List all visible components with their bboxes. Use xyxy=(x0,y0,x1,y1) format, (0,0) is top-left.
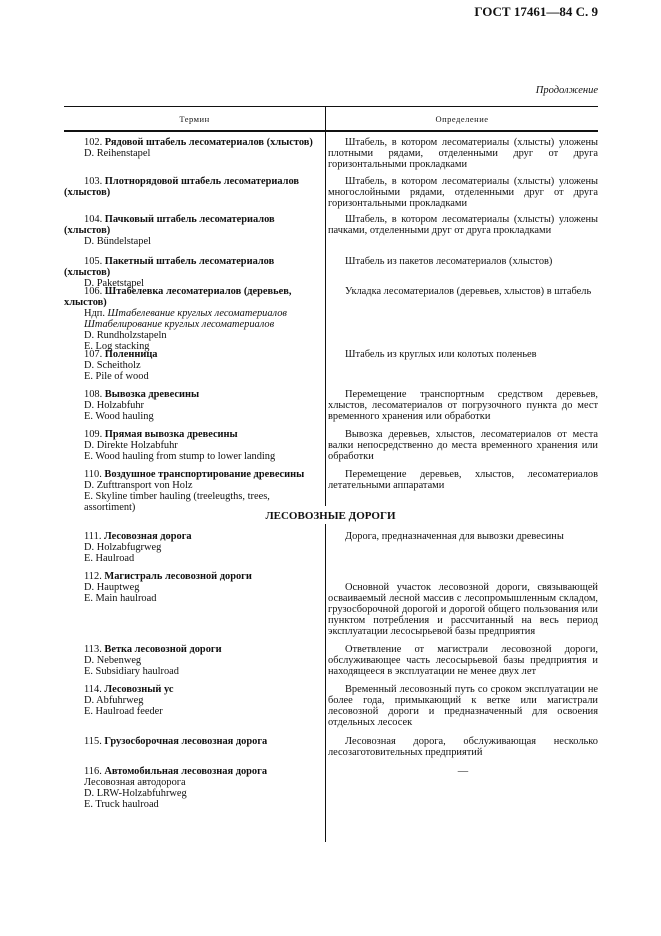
column-divider-lower xyxy=(325,524,326,842)
foreign-equivalent: D. LRW-Holzabfuhrweg xyxy=(84,788,187,799)
foreign-equivalent: D. Holzabfugrweg xyxy=(84,542,162,553)
term-name: Вывозка древесины xyxy=(104,389,200,400)
term-heading xyxy=(64,429,322,440)
foreign-equivalent: E. Haulroad xyxy=(84,553,135,564)
foreign-equivalent: D. Direkte Holzabfuhr xyxy=(84,440,178,451)
foreign-equivalent: E. Subsidiary haulroad xyxy=(84,666,179,677)
foreign-equivalent: E. Pile of wood xyxy=(84,371,149,382)
term-cell xyxy=(64,736,322,747)
continuation-label: Продолжение xyxy=(535,85,598,96)
term-number: 103. xyxy=(84,176,105,187)
definition-cell: Дорога, предназначенная для вывозки древесины xyxy=(345,531,564,542)
term-heading xyxy=(64,176,322,198)
term-cell xyxy=(64,176,322,198)
term-name: Пакетный штабель лесоматериалов (хлыстов) xyxy=(64,256,275,278)
definition-cell: Штабель, в котором лесоматериалы (хлысты) уложены плотными рядами, отделенными друг от друга горизонтальными прокладками xyxy=(328,137,598,170)
definition-cell: Штабель из круглых или колотых поленьев xyxy=(345,349,537,360)
term-cell xyxy=(64,214,322,247)
foreign-equivalent: E. Main haulroad xyxy=(84,593,157,604)
definition-cell: Вывозка деревьев, хлыстов, лесоматериалов от места валки непосредственно до места временного хранения или обработки xyxy=(328,429,598,462)
term-number: 110. xyxy=(84,469,105,480)
term-number: 108. xyxy=(84,389,105,400)
ndp-term: Штабелирование круглых лесоматериалов xyxy=(84,319,275,330)
term-heading xyxy=(64,766,322,777)
term-number: 112. xyxy=(84,571,105,582)
term-name: Автомобильная лесовозная дорога xyxy=(104,766,268,777)
document-reference: ГОСТ 17461—84 С. 9 xyxy=(474,4,598,19)
foreign-equivalent: E. Wood hauling from stump to lower landing xyxy=(84,451,276,462)
definition-cell: Временный лесовозный путь со сроком эксплуатации не более года, примыкающий к ветке или магистрали лесовозной дороги и предназначенный для освоения отдельных лесосек xyxy=(328,684,598,728)
foreign-equivalent: D. Bündelstapel xyxy=(84,236,151,247)
foreign-equivalent: D. Rundholzstapeln xyxy=(84,330,167,341)
term-name: Плотнорядовой штабель лесоматериалов (хлыстов) xyxy=(64,176,299,198)
term-heading xyxy=(64,256,322,278)
ndp-label: Ндп. xyxy=(84,308,108,319)
term-number: 114. xyxy=(84,684,105,695)
table-header-rule xyxy=(64,130,598,132)
foreign-equivalent: E. Log stacking xyxy=(84,341,150,352)
definition-cell: — xyxy=(457,766,469,777)
term-number: 109. xyxy=(84,429,105,440)
term-name: Прямая вывозка древесины xyxy=(104,429,238,440)
term-number: 102. xyxy=(84,137,105,148)
column-header-definition: Определение xyxy=(435,114,489,124)
term-number: 116. xyxy=(84,766,105,777)
term-heading xyxy=(64,214,322,236)
term-cell xyxy=(64,531,322,564)
foreign-equivalent: D. Scheitholz xyxy=(84,360,141,371)
foreign-equivalent: D. Paketstapel xyxy=(84,278,145,289)
term-heading xyxy=(64,736,322,747)
term-cell xyxy=(64,469,322,513)
term-heading xyxy=(64,286,322,308)
term-heading xyxy=(64,531,322,542)
foreign-equivalent: E. Haulroad feeder xyxy=(84,706,163,717)
term-cell xyxy=(64,286,322,352)
term-heading xyxy=(64,571,322,582)
foreign-equivalent: D. Holzabfuhr xyxy=(84,400,145,411)
term-cell xyxy=(64,137,322,159)
term-cell xyxy=(64,684,322,717)
term-cell xyxy=(64,389,322,422)
table-top-rule xyxy=(64,106,598,107)
foreign-equivalent: D. Abfuhrweg xyxy=(84,695,144,706)
term-name: Лесовозная дорога xyxy=(104,531,192,542)
term-name: Пачковый штабель лесоматериалов (хлыстов) xyxy=(64,214,275,236)
definition-cell: Штабель из пакетов лесоматериалов (хлыстов) xyxy=(345,256,553,267)
foreign-equivalent: D. Reihenstapel xyxy=(84,148,151,159)
term-heading xyxy=(64,137,322,148)
synonym-term: Лесовозная автодорога xyxy=(84,777,186,788)
definition-cell: Штабель, в котором лесоматериалы (хлысты) уложены пачками, отделенными друг от друга прокладками xyxy=(328,214,598,236)
definition-cell: Штабель, в котором лесоматериалы (хлысты) уложены многослойными рядами, отделенными друг от друга горизонтальными прокладками xyxy=(328,176,598,209)
definition-cell: Укладка лесоматериалов (деревьев, хлыстов) в штабель xyxy=(345,286,592,297)
foreign-equivalent: E. Truck haulroad xyxy=(84,799,159,810)
term-cell xyxy=(64,766,322,810)
foreign-equivalent: D. Hauptweg xyxy=(84,582,140,593)
term-heading xyxy=(64,469,322,480)
foreign-equivalent: E. Wood hauling xyxy=(84,411,154,422)
term-name: Магистраль лесовозной дороги xyxy=(104,571,252,582)
definition-cell: Лесовозная дорога, обслуживающая несколько лесозаготовительных предприятий xyxy=(328,736,598,758)
definition-cell: Перемещение транспортным средством деревьев, хлыстов, лесоматериалов от погрузочного пункта до мест временного хранения или обработки xyxy=(328,389,598,422)
term-number: 104. xyxy=(84,214,105,225)
column-header-term: Термин xyxy=(179,114,210,124)
term-number: 107. xyxy=(84,349,105,360)
definition-cell: Ответвление от магистрали лесовозной дороги, обслуживающее часть лесосырьевой базы предприятия и находящееся в эксплуатации не менее двух лет xyxy=(328,644,598,677)
term-cell xyxy=(64,429,322,462)
column-divider-upper xyxy=(325,106,326,506)
term-cell xyxy=(64,349,322,382)
term-heading xyxy=(64,349,322,360)
term-number: 106. xyxy=(84,286,105,297)
term-name: Поленница xyxy=(104,349,158,360)
definition-cell: Перемещение деревьев, хлыстов, лесоматериалов летательными аппаратами xyxy=(328,469,598,491)
term-number: 115. xyxy=(84,736,105,747)
term-number: 105. xyxy=(84,256,105,267)
term-heading xyxy=(64,389,322,400)
foreign-equivalent: D. Nebenweg xyxy=(84,655,142,666)
term-cell xyxy=(64,644,322,677)
foreign-equivalent: E. Skyline timber hauling (treeleugths, trees, assortiment) xyxy=(84,491,270,513)
term-number: 111. xyxy=(84,531,105,542)
section-title: ЛЕСОВОЗНЫЕ ДОРОГИ xyxy=(265,510,396,522)
term-heading xyxy=(64,644,322,655)
term-name: Рядовой штабель лесоматериалов (хлыстов) xyxy=(104,137,313,148)
term-cell xyxy=(64,256,322,289)
term-name: Лесовозный ус xyxy=(104,684,174,695)
foreign-equivalent: D. Zufttransport von Holz xyxy=(84,480,193,491)
term-number: 113. xyxy=(84,644,105,655)
ndp-term: Штабелевание круглых лесоматериалов xyxy=(107,308,287,319)
non-recommended-terms xyxy=(64,308,322,319)
term-name: Штабелевка лесоматериалов (деревьев, хлыстов) xyxy=(64,286,292,308)
term-name: Воздушное транспортирование древесины xyxy=(104,469,305,480)
term-cell xyxy=(64,571,322,604)
term-name: Ветка лесовозной дороги xyxy=(104,644,222,655)
term-name: Грузосборочная лесовозная дорога xyxy=(104,736,268,747)
term-heading xyxy=(64,684,322,695)
definition-cell: Основной участок лесовозной дороги, связывающей осваиваемый лесной массив с лесопромышленным складом, грузосборочной дорогой и дорогой общего пользования или пунктом потребления и рассчитанный на весь период эксплуатации лесосырьевой базы предприятия xyxy=(328,582,598,637)
